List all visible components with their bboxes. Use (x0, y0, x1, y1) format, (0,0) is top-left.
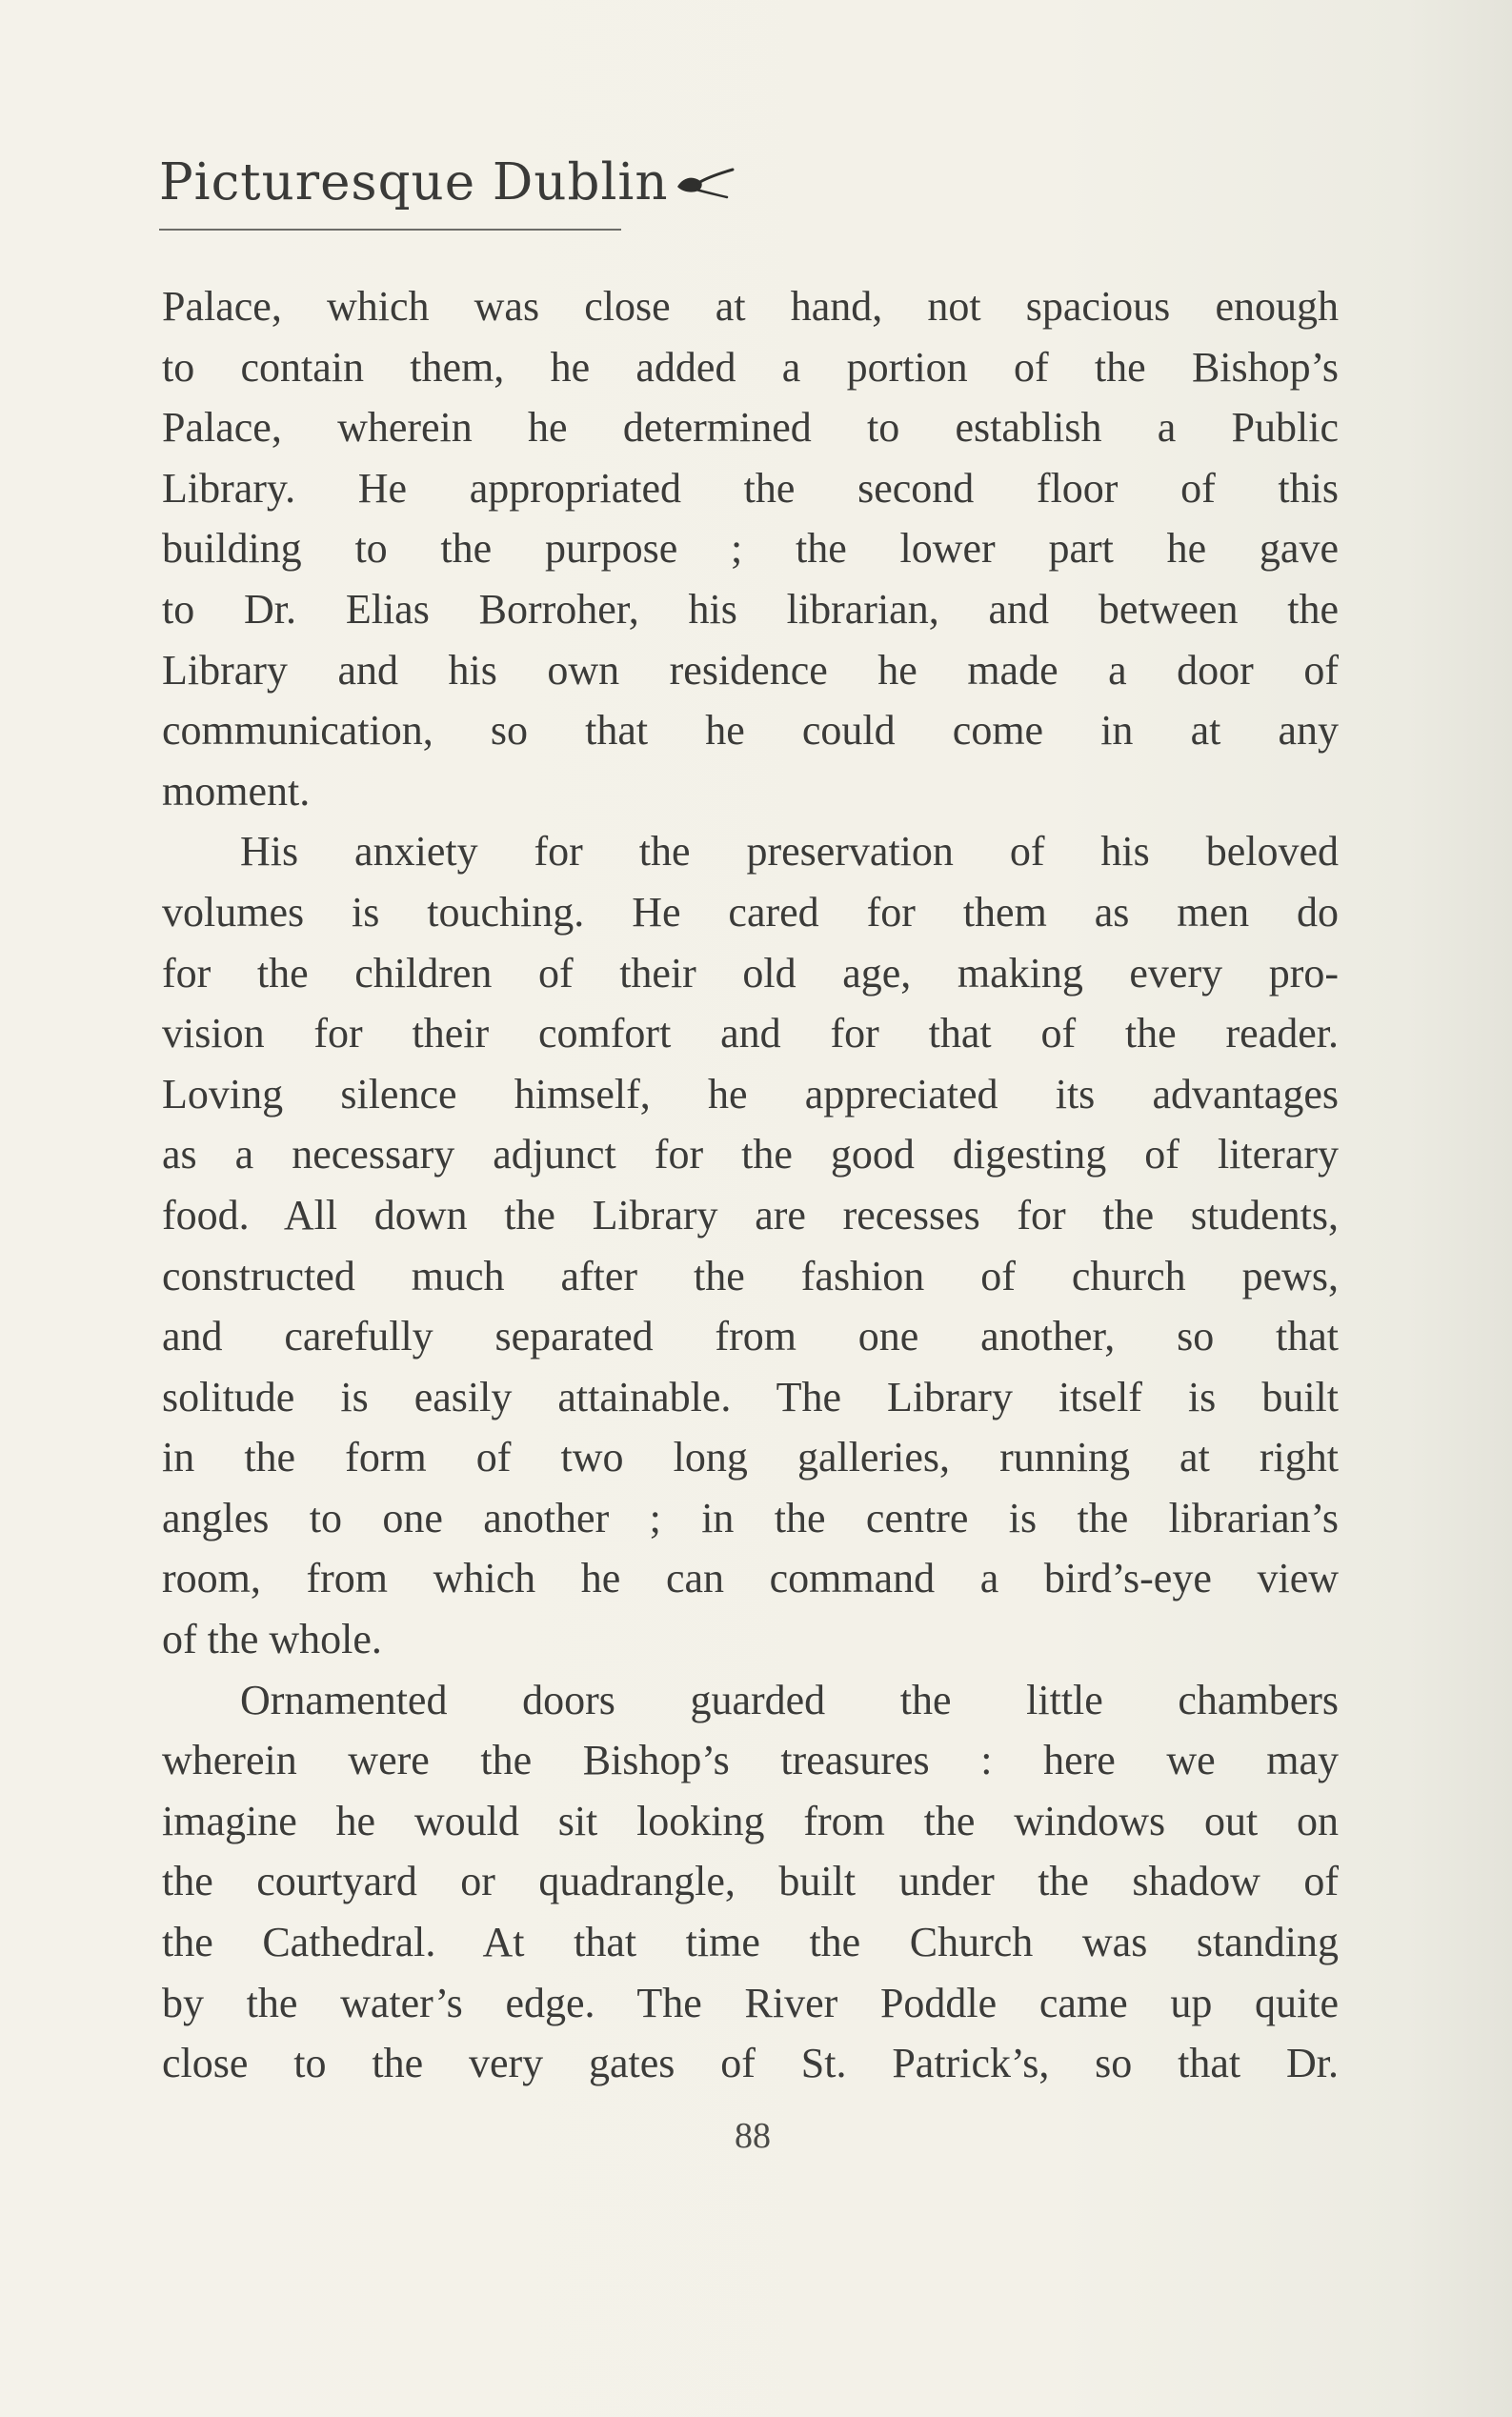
paragraph-3 (162, 1670, 1339, 2094)
text-line: Palace, wherein he determined to establish a Public (162, 404, 1339, 452)
text-line: Loving silence himself, he appreciated its advantages (162, 1070, 1339, 1118)
text-line: vision for their comfort and for that of the reader. (162, 1010, 1339, 1057)
text-line: to Dr. Elias Borroher, his librarian, and between the (162, 585, 1339, 633)
text-line: Palace, which was close at hand, not spacious enough (162, 283, 1339, 330)
text-line: Library and his own residence he made a door of (162, 646, 1339, 694)
text-line: volumes is touching. He cared for them as men do (162, 888, 1339, 936)
text-line: close to the very gates of St. Patrick’s, so that Dr. (162, 2040, 1339, 2087)
text-line: for the children of their old age, making every pro- (162, 949, 1339, 997)
page-header (159, 145, 731, 221)
running-head: Picturesque Dublin (159, 153, 669, 211)
hand-pointer-ornament-icon (674, 166, 740, 204)
text-line: the Cathedral. At that time the Church was standing (162, 1919, 1339, 1966)
text-line: building to the purpose ; the lower part he gave (162, 525, 1339, 573)
paragraph-2 (162, 821, 1339, 1669)
text-line: room, from which he can command a bird’s-eye view (162, 1555, 1339, 1602)
text-line: Library. He appropriated the second floor of this (162, 464, 1339, 512)
text-line: His anxiety for the preservation of his beloved (240, 828, 1339, 876)
text-line: and carefully separated from one another, so that (162, 1313, 1339, 1360)
text-line: angles to one another ; in the centre is the librarian’s (162, 1494, 1339, 1541)
text-line: wherein were the Bishop’s treasures : here we may (162, 1737, 1339, 1784)
body-text (162, 276, 1339, 2094)
text-line: of the whole. (162, 1616, 382, 1663)
paragraph-1 (162, 276, 1339, 821)
text-line: to contain them, he added a portion of the Bishop’s (162, 343, 1339, 391)
text-line: moment. (162, 767, 311, 815)
page-number: 88 (735, 2116, 771, 2156)
text-line: communication, so that he could come in at any (162, 707, 1339, 755)
text-line: as a necessary adjunct for the good digesting of literary (162, 1131, 1339, 1178)
text-line: by the water’s edge. The River Poddle came up quite (162, 1979, 1339, 2026)
text-line: in the form of two long galleries, running at right (162, 1434, 1339, 1481)
text-line: food. All down the Library are recesses for the students, (162, 1191, 1339, 1239)
text-line: solitude is easily attainable. The Library itself is built (162, 1373, 1339, 1420)
text-line: constructed much after the fashion of church pews, (162, 1252, 1339, 1299)
text-line: imagine he would sit looking from the windows out on (162, 1797, 1339, 1844)
header-rule (159, 229, 621, 231)
text-line: the courtyard or quadrangle, built under the shadow of (162, 1858, 1339, 1905)
text-line: Ornamented doors guarded the little chambers (240, 1676, 1339, 1723)
